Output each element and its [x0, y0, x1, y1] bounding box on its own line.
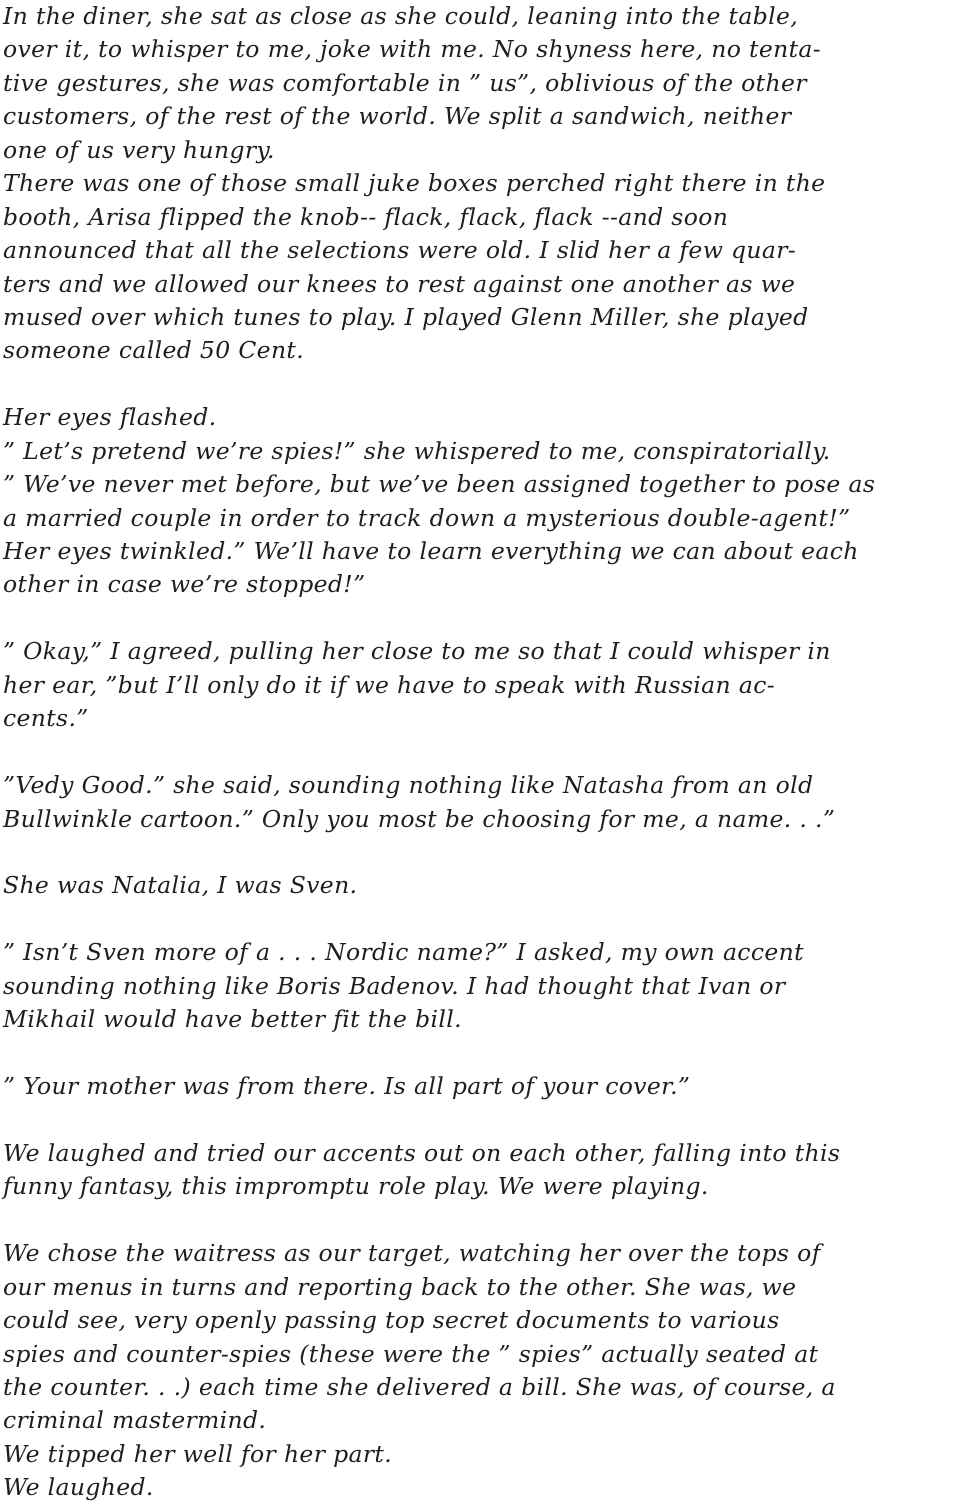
text-line: ” Your mother was from there. Is all part of your cover.” — [3, 1072, 691, 1100]
blank-line — [3, 903, 955, 936]
blank-line — [3, 836, 955, 869]
text-line: Mikhail would have better fit the bill. — [3, 1005, 462, 1034]
text-line: other in case we’re stopped!” — [3, 570, 366, 599]
text-line: She was Natalia, I was Sven. — [3, 871, 358, 900]
text-line: funny fantasy, this impromptu role play. We were playing. — [3, 1172, 709, 1201]
blank-line — [3, 368, 955, 401]
text-line: someone called 50 Cent. — [3, 336, 305, 365]
text-line: mused over which tunes to play. I played Glenn Miller, she played — [3, 302, 809, 331]
text-line: criminal mastermind. — [3, 1406, 267, 1435]
text-line: customers, of the rest of the world. We split a sandwich, neither — [3, 102, 792, 131]
text-line: tive gestures, she was comfortable in ” us”, oblivious of the other — [3, 68, 807, 97]
blank-line — [3, 736, 955, 769]
text-line: over it, to whisper to me, joke with me. No shyness here, no tenta- — [3, 35, 822, 64]
text-line: her ear, ”but I’ll only do it if we have to speak with Russian ac- — [3, 670, 775, 699]
text-line: ”Vedy Good.” she said, sounding nothing like Natasha from an old — [3, 771, 814, 800]
text-line: the counter. . .) each time she delivered a bill. She was, of course, a — [3, 1372, 836, 1401]
text-line: In the diner, she sat as close as she could, leaning into the table, — [3, 2, 799, 30]
text-line: cents.” — [3, 704, 89, 733]
text-line: ” Let’s pretend we’re spies!” she whispered to me, conspiratorially. — [3, 436, 831, 465]
text-line: ” Isn’t Sven more of a . . . Nordic name?” I asked, my own accent — [3, 938, 804, 967]
text-line: spies and counter-spies (these were the ” spies” actually seated at — [3, 1339, 819, 1368]
text-line: sounding nothing like Boris Badenov. I had thought that Ivan or — [3, 971, 786, 1000]
blank-line — [3, 602, 955, 635]
text-line: could see, very openly passing top secret documents to various — [3, 1306, 780, 1335]
text-line: We tipped her well for her part. — [3, 1439, 393, 1468]
text-line: We laughed and tried our accents out on each other, falling into this — [3, 1138, 841, 1167]
text-line: ters and we allowed our knees to rest against one another as we — [3, 269, 796, 298]
text-line: Bullwinkle cartoon.” Only you most be choosing for me, a name. . .” — [3, 804, 836, 833]
text-line: Her eyes twinkled.” We’ll have to learn everything we can about each — [3, 537, 859, 565]
text-line: announced that all the selections were old. I slid her a few quar- — [3, 236, 797, 265]
text-line: ” Okay,” I agreed, pulling her close to me so that I could whisper in — [3, 637, 831, 666]
text-line: booth, Arisa flipped the knob-- flack, flack, flack --and soon — [3, 202, 729, 231]
text-line: a married couple in order to track down a mysterious double-agent!” — [3, 503, 851, 532]
text-line: We chose the waitress as our target, watching her over the tops of — [3, 1239, 821, 1268]
text-line: Her eyes flashed. — [3, 403, 217, 432]
text-line: ” We’ve never met before, but we’ve been assigned together to pose as — [3, 470, 876, 499]
text-line: There was one of those small juke boxes perched right there in the — [3, 169, 826, 198]
text-line: our menus in turns and reporting back to the other. She was, we — [3, 1272, 797, 1301]
text-line: We laughed. — [3, 1473, 154, 1502]
blank-line — [3, 1204, 955, 1237]
blank-line — [3, 1103, 955, 1136]
text-line: one of us very hungry. — [3, 135, 275, 164]
blank-line — [3, 1037, 955, 1070]
